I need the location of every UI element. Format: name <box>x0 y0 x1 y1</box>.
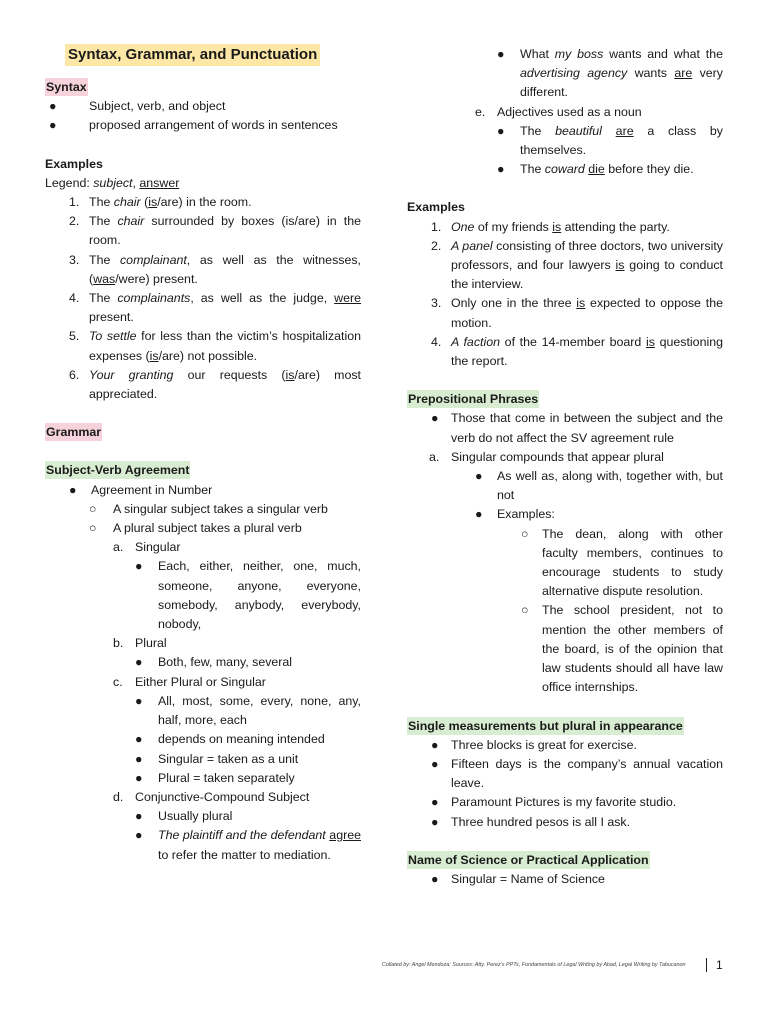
bullet-icon: ● <box>497 162 505 177</box>
example-item: 5. To settle for less than the victim’s hospitalization expenses (is/are) not possible. <box>69 329 361 363</box>
circle-bullet-icon: ○ <box>521 603 529 618</box>
bullet-icon: ● <box>431 737 439 752</box>
bullet-icon: ● <box>431 411 439 426</box>
circle-bullet-icon: ○ <box>89 501 97 516</box>
bullet-icon: ● <box>135 751 143 766</box>
list-item: ● What my boss wants and what the advertising agency wants are very different. <box>407 45 723 103</box>
bullet-icon: ● <box>431 795 439 810</box>
bullet-icon: ● <box>135 770 143 785</box>
bullet-icon: ● <box>135 693 143 708</box>
examples-heading: Examples <box>45 156 103 171</box>
bullet-icon: ● <box>475 507 483 522</box>
example-item: 2. The chair surrounded by boxes (is/are) in the room. <box>69 214 361 248</box>
example-item: 4. A faction of the 14-member board is questioning the report. <box>431 334 723 369</box>
science-heading: Name of Science or Practical Application <box>408 852 649 867</box>
list-item: ● The coward die before they die. <box>407 160 723 179</box>
bullet-icon: ● <box>497 47 505 61</box>
list-item: ● Singular = taken as a unit <box>45 750 361 769</box>
bullet-icon: ● <box>135 559 143 574</box>
list-item: ○ A plural subject takes a plural verb <box>45 519 361 538</box>
example-item: 6. Your granting our requests (is/are) most appreciated. <box>69 367 362 402</box>
list-item: ● Paramount Pictures is my favorite studio. <box>407 793 723 812</box>
bullet-icon: ● <box>69 482 77 497</box>
circle-bullet-icon: ○ <box>521 526 529 541</box>
bullet-icon: ● <box>135 655 143 670</box>
list-item: ● Agreement in Number <box>45 481 361 500</box>
list-item: ● proposed arrangement of words in sentences <box>45 116 361 135</box>
list-item: ● All, most, some, every, none, any, half, more, each <box>45 692 361 730</box>
list-item: ● Subject, verb, and object <box>45 97 361 116</box>
list-item: c. Either Plural or Singular <box>113 674 266 689</box>
list-item: ● Fifteen days is the company’s annual vacation leave. <box>407 755 723 793</box>
right-column <box>407 45 723 889</box>
list-item: ○ The dean, along with other faculty members, continues to encourage students to study alternative dispute resolution. <box>407 525 723 602</box>
list-item: ● Those that come in between the subject and the verb do not affect the SV agreement rule <box>407 409 723 447</box>
list-item: b. Plural <box>113 636 167 651</box>
bullet-icon: ● <box>431 871 439 886</box>
list-item: ○ The school president, not to mention the other members of the board, is of the opinion that law students should all have law office internships. <box>407 601 723 697</box>
list-item: ● The plaintiff and the defendant agree to refer the matter to mediation. <box>45 826 361 864</box>
list-item: ● Usually plural <box>45 807 361 826</box>
list-item: ● depends on meaning intended <box>45 730 361 749</box>
example-item: 4. The complainants, as well as the judge, were present. <box>69 291 361 325</box>
example-item: 3. The complainant, as well as the witnesses, (was/were) present. <box>69 252 361 286</box>
list-item: ● Examples: <box>407 505 723 524</box>
page-title: Syntax, Grammar, and Punctuation <box>65 44 320 66</box>
bullet-icon: ● <box>135 809 143 824</box>
list-item: ● As well as, along with, together with, but not <box>407 467 723 505</box>
syntax-heading: Syntax <box>46 80 87 94</box>
measurements-heading: Single measurements but plural in appearance <box>408 718 683 733</box>
list-item: a. Singular <box>113 540 181 555</box>
page-number: 1 <box>716 958 723 972</box>
footer-credit: Collated by: Angel Mendoza; Sources: Atty. Perez’s PPTs, Fundamentals of Legal Writing by Abad, Legal Writing by Tabucanon <box>382 962 686 968</box>
list-item: ● Three blocks is great for exercise. <box>407 736 723 755</box>
bullet-icon: ● <box>475 469 483 484</box>
list-item: e. Adjectives used as a noun <box>475 104 642 119</box>
example-item: 3. Only one in the three is expected to oppose the motion. <box>431 296 723 330</box>
list-item: a. Singular compounds that appear plural <box>429 449 664 464</box>
bullet-icon: ● <box>135 828 143 843</box>
list-item: ● Each, either, neither, one, much, someone, anyone, everyone, somebody, anybody, everybody, nobody, <box>45 557 361 634</box>
grammar-heading: Grammar <box>46 425 102 440</box>
legend: Legend: subject, answer <box>45 175 180 190</box>
prepositional-heading: Prepositional Phrases <box>408 392 539 407</box>
list-item: ● Three hundred pesos is all I ask. <box>407 813 723 832</box>
bullet-icon: ● <box>431 814 439 829</box>
bullet-icon: ● <box>49 99 57 114</box>
example-item: 1. One of my friends is attending the party. <box>431 219 670 234</box>
example-item: 2. A panel consisting of three doctors, two university professors, and four lawyers is going to conduct the interview. <box>431 238 723 292</box>
bullet-icon: ● <box>431 756 439 771</box>
page-divider <box>706 958 707 972</box>
bullet-icon: ● <box>497 123 505 138</box>
bullet-icon: ● <box>49 118 57 133</box>
list-item: ● The beautiful are a class by themselves. <box>407 122 723 160</box>
list-item: d. Conjunctive-Compound Subject <box>113 789 310 804</box>
list-item: ○ A singular subject takes a singular verb <box>45 500 361 519</box>
left-column <box>45 40 361 865</box>
examples-heading: Examples <box>407 200 465 215</box>
list-item: ● Plural = taken separately <box>45 769 361 788</box>
bullet-icon: ● <box>135 732 143 747</box>
list-item: ● Both, few, many, several <box>45 653 361 672</box>
list-item: ● Singular = Name of Science <box>407 870 723 889</box>
circle-bullet-icon: ○ <box>89 521 97 536</box>
sva-heading: Subject-Verb Agreement <box>46 463 190 478</box>
example-item: 1. The chair (is/are) in the room. <box>69 195 252 210</box>
